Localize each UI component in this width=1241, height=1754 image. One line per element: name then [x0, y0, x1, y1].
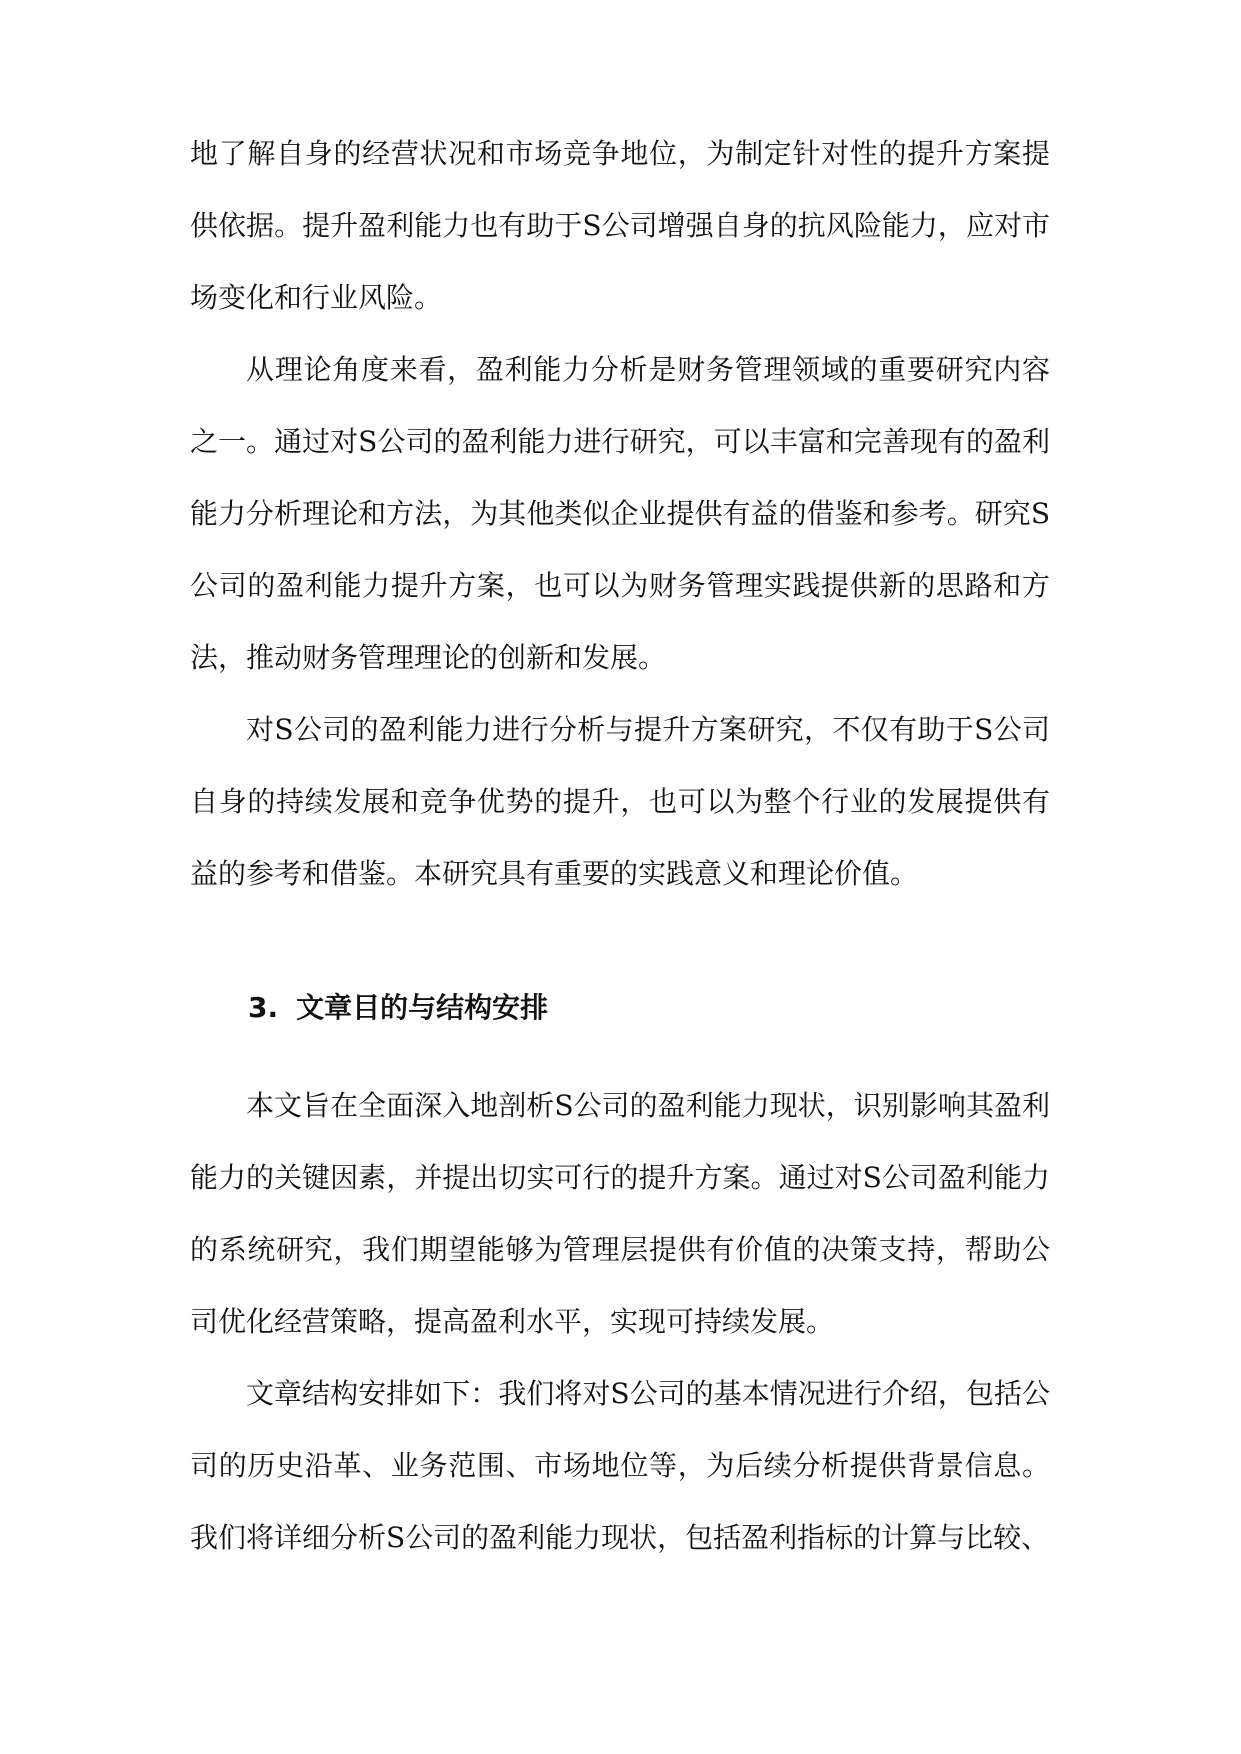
paragraph-structure: 文章结构安排如下：我们将对S公司的基本情况进行介绍，包括公司的历史沿革、业务范围、市场地位等，为后续分析提供背景信息。我们将详细分析S公司的盈利能力现状，包括盈利指标的计算与比较、: [190, 1377, 1050, 1554]
paragraph-purpose: 本文旨在全面深入地剖析S公司的盈利能力现状，识别影响其盈利能力的关键因素，并提出切实可行的提升方案。通过对S公司盈利能力的系统研究，我们期望能够为管理层提供有价值的决策支持，帮助公司优化经营策略，提高盈利水平，实现可持续发展。: [190, 1089, 1050, 1338]
section-number: 3.: [248, 991, 279, 1024]
section-heading: [248, 972, 548, 1044]
paragraph-summary: 对S公司的盈利能力进行分析与提升方案研究，不仅有助于S公司自身的持续发展和竞争优势的提升，也可以为整个行业的发展提供有益的参考和借鉴。本研究具有重要的实践意义和理论价值。: [190, 713, 1050, 890]
paragraph-continuation: 地了解自身的经营状况和市场竞争地位，为制定针对性的提升方案提供依据。提升盈利能力也有助于S公司增强自身的抗风险能力，应对市场变化和行业风险。: [190, 137, 1050, 314]
paragraph-theory: 从理论角度来看，盈利能力分析是财务管理领域的重要研究内容之一。通过对S公司的盈利能力进行研究，可以丰富和完善现有的盈利能力分析理论和方法，为其他类似企业提供有益的借鉴和参考。研究S公司的盈利能力提升方案，也可以为财务管理实践提供新的思路和方法，推动财务管理理论的创新和发展。: [190, 353, 1050, 674]
section-title: 文章目的与结构安排: [296, 991, 549, 1024]
